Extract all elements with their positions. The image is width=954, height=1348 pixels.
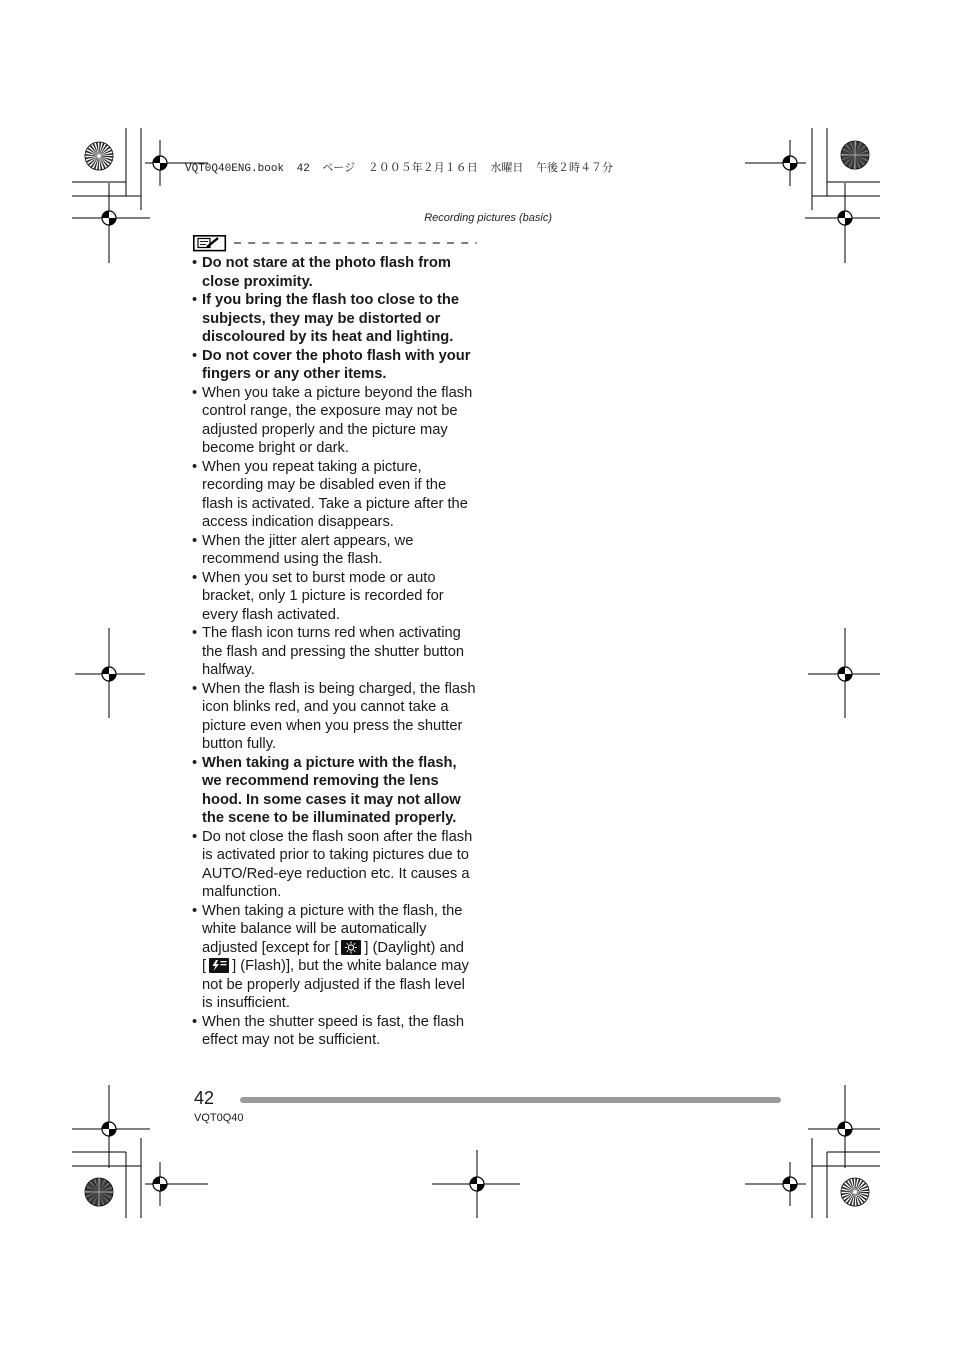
- note-line: [202, 328, 484, 347]
- note-text: hood. In some cases it may not allow: [202, 791, 461, 808]
- note-text: When you take a picture beyond the flash: [202, 384, 473, 401]
- note-text: When the shutter speed is fast, the flash: [202, 1013, 465, 1030]
- note-dashed-rule: [234, 241, 477, 245]
- registration-target: [153, 1177, 167, 1191]
- note-text: the scene to be illuminated properly.: [202, 810, 457, 826]
- note-text: ] (Daylight) and: [364, 939, 464, 956]
- note-text: Do not cover the photo flash with your: [202, 347, 471, 364]
- note-line: [202, 365, 484, 384]
- note-text: effect may not be sufficient.: [202, 1032, 381, 1048]
- note-item: [192, 569, 484, 625]
- note-item: [192, 532, 484, 569]
- note-text: The flash icon turns red when activating: [202, 625, 461, 641]
- note-text: When you repeat taking a picture,: [202, 458, 422, 475]
- registration-starburst: [841, 1178, 869, 1206]
- note-text: every flash activated.: [202, 606, 340, 623]
- note-text: recording may be disabled even if the: [202, 477, 447, 493]
- note-text: When taking a picture with the flash,: [202, 754, 457, 771]
- note-text: bracket, only 1 picture is recorded for: [202, 588, 444, 604]
- registration-target: [470, 1177, 484, 1191]
- note-line: [202, 458, 484, 477]
- note-text: When you set to burst mode or auto: [202, 569, 436, 586]
- note-text: is insufficient.: [202, 995, 290, 1011]
- registration-target: [153, 156, 167, 170]
- note-text: white balance will be automatically: [202, 921, 427, 937]
- footer-bar: [240, 1097, 781, 1103]
- registration-target: [783, 1177, 797, 1191]
- note-text: [: [202, 958, 207, 974]
- note-item: [192, 1013, 484, 1050]
- model-code: VQT0Q40: [194, 1112, 244, 1124]
- registration-target: [102, 211, 116, 225]
- note-text: recommend using the flash.: [202, 551, 383, 567]
- note-item: [192, 902, 484, 1013]
- note-line: [202, 439, 484, 458]
- note-line: [202, 902, 484, 921]
- note-text: not be properly adjusted if the flash level: [202, 976, 465, 993]
- note-line: [202, 828, 484, 847]
- note-line: [202, 994, 484, 1013]
- note-text: subjects, they may be distorted or: [202, 310, 441, 327]
- note-line: [202, 717, 484, 736]
- note-text: fingers or any other items.: [202, 366, 387, 382]
- note-line: [202, 624, 484, 643]
- note-item: [192, 458, 484, 532]
- registration-target: [783, 156, 797, 170]
- note-item: [192, 347, 484, 384]
- note-line: [202, 939, 484, 958]
- note-line: [202, 402, 484, 421]
- registration-target: [102, 667, 116, 681]
- note-text: If you bring the flash too close to the: [202, 292, 460, 308]
- page-number: 42: [194, 1088, 215, 1108]
- note-line: [202, 865, 484, 884]
- note-text: is activated prior to taking pictures due to: [202, 847, 469, 863]
- note-line: [202, 347, 484, 366]
- note-line: [202, 476, 484, 495]
- registration-target: [838, 667, 852, 681]
- note-line: [202, 846, 484, 865]
- note-text: icon blinks red, and you cannot take a: [202, 699, 449, 715]
- note-line: [202, 384, 484, 403]
- note-line: [202, 495, 484, 514]
- registration-target: [102, 1122, 116, 1136]
- note-item: [192, 624, 484, 680]
- note-text: adjusted [except for [: [202, 939, 339, 956]
- note-line: [202, 680, 484, 699]
- print-slug: VQT0Q40ENG.book 42 ページ ２００５年２月１６日 水曜日 午後２時４７分: [185, 163, 614, 175]
- note-line: [202, 920, 484, 939]
- registration-starburst: [85, 1178, 113, 1206]
- note-line: [202, 643, 484, 662]
- note-text: Do not close the flash soon after the flash: [202, 828, 473, 845]
- note-text: access indication disappears.: [202, 514, 394, 530]
- note-icon: [193, 235, 227, 252]
- note-line: [202, 532, 484, 551]
- note-item: [192, 680, 484, 754]
- note-item: [192, 291, 484, 347]
- note-line: [202, 1013, 484, 1032]
- note-text: the flash and pressing the shutter button: [202, 643, 465, 660]
- note-line: [202, 606, 484, 625]
- note-line: [202, 735, 484, 754]
- note-text: malfunction.: [202, 884, 282, 900]
- registration-starburst: [841, 141, 869, 169]
- registration-target: [838, 1122, 852, 1136]
- note-text: become bright or dark.: [202, 440, 349, 456]
- note-line: [202, 273, 484, 292]
- note-line: [202, 421, 484, 440]
- note-text: we recommend removing the lens: [202, 773, 439, 789]
- note-text: Do not stare at the photo flash from: [202, 255, 451, 271]
- note-line: [202, 791, 484, 810]
- note-line: [202, 310, 484, 329]
- note-item: [192, 828, 484, 902]
- note-item: [192, 754, 484, 828]
- daylight-icon: [341, 940, 361, 955]
- running-head: Recording pictures (basic): [424, 212, 552, 224]
- note-line: [202, 1031, 484, 1050]
- registration-target: [838, 211, 852, 225]
- note-text: picture even when you press the shutter: [202, 717, 463, 734]
- note-line: [202, 698, 484, 717]
- note-line: [202, 569, 484, 588]
- note-text: discoloured by its heat and lighting.: [202, 329, 454, 345]
- note-item: [192, 254, 484, 291]
- note-line: [202, 957, 484, 976]
- note-list: [192, 254, 484, 1050]
- note-line: [202, 809, 484, 828]
- note-line: [202, 883, 484, 902]
- note-item: [192, 384, 484, 458]
- note-line: [202, 587, 484, 606]
- note-text: button fully.: [202, 736, 277, 752]
- registration-starburst: [85, 142, 113, 170]
- note-text: When the flash is being charged, the flash: [202, 680, 476, 697]
- note-line: [202, 550, 484, 569]
- note-line: [202, 772, 484, 791]
- note-text: close proximity.: [202, 273, 313, 290]
- note-text: When the jitter alert appears, we: [202, 532, 414, 549]
- note-text: flash is activated. Take a picture after the: [202, 495, 468, 512]
- flash-wb-icon: [209, 958, 229, 973]
- note-line: [202, 291, 484, 310]
- note-text: adjusted properly and the picture may: [202, 421, 448, 438]
- note-text: halfway.: [202, 662, 255, 678]
- note-text: AUTO/Red-eye reduction etc. It causes a: [202, 865, 470, 882]
- note-text: ] (Flash)], but the white balance may: [232, 958, 469, 974]
- note-line: [202, 513, 484, 532]
- note-line: [202, 661, 484, 680]
- note-line: [202, 254, 484, 273]
- note-line: [202, 976, 484, 995]
- note-line: [202, 754, 484, 773]
- note-text: control range, the exposure may not be: [202, 403, 458, 419]
- note-text: When taking a picture with the flash, the: [202, 902, 463, 919]
